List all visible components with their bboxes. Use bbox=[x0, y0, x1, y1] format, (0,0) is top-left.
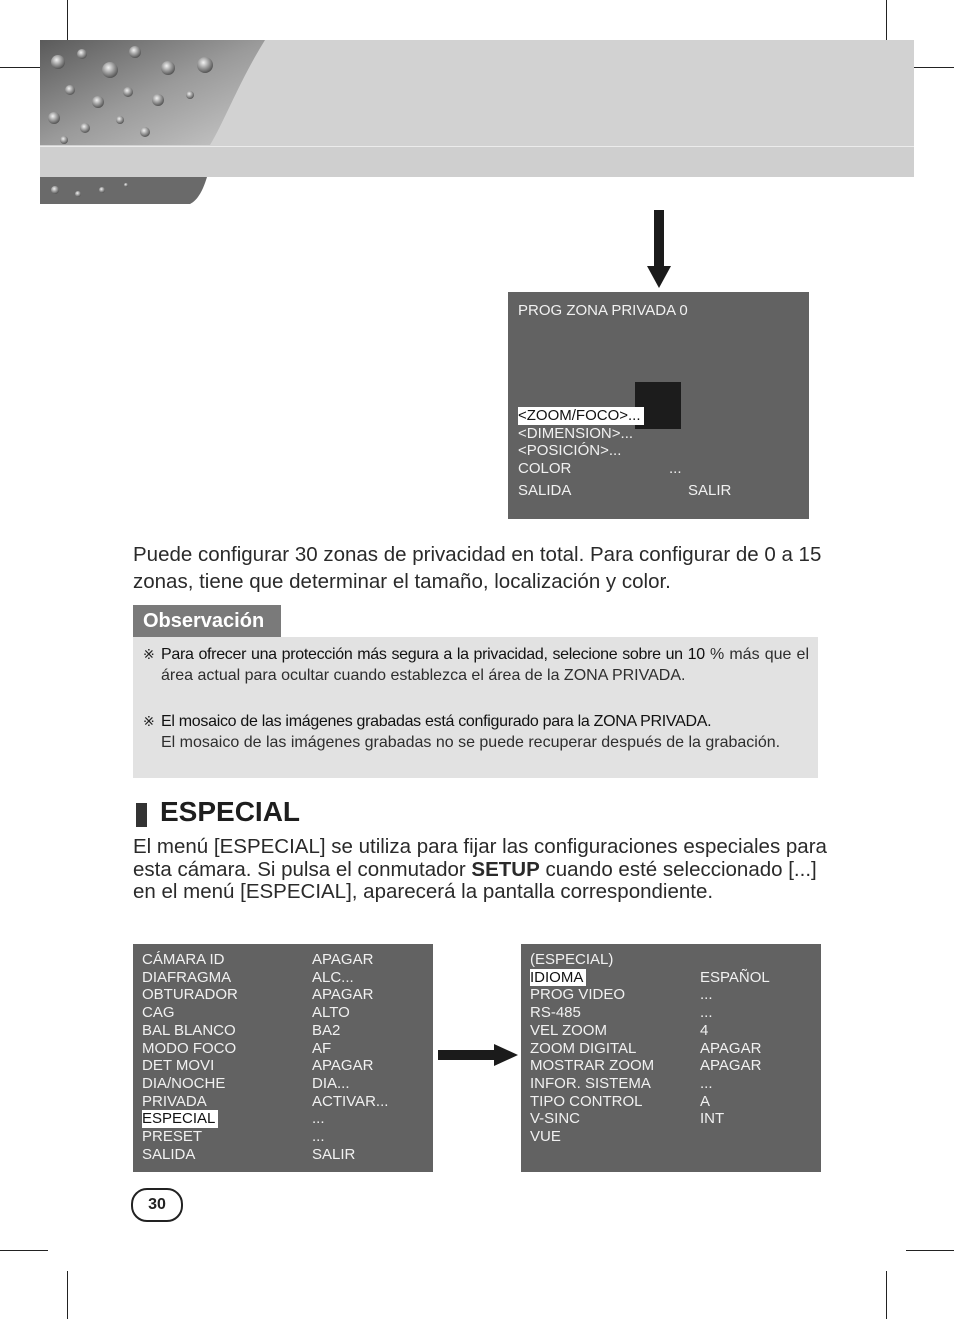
osd-item-value: APAGAR bbox=[312, 951, 374, 968]
osd-item-label: RS-485 bbox=[530, 1004, 581, 1022]
osd-item-label: CÁMARA ID bbox=[142, 951, 225, 968]
osd-item-value: A bbox=[700, 1092, 711, 1110]
osd-item-label: <ZOOM/FOCO>... bbox=[518, 407, 644, 425]
osd-item-value: DIA... bbox=[312, 1074, 350, 1092]
observacion-title: Observación bbox=[133, 605, 281, 637]
osd-item bbox=[142, 1128, 433, 1146]
observacion-box bbox=[133, 637, 818, 778]
osd-item bbox=[530, 1110, 821, 1128]
arrow-right-icon bbox=[438, 1044, 518, 1066]
osd-item-label: DIA/NOCHE bbox=[142, 1074, 226, 1092]
note-mark: ※ bbox=[143, 646, 155, 662]
osd-main-menu bbox=[133, 944, 433, 1172]
osd-item-value: AF bbox=[312, 1039, 332, 1057]
section-title: ESPECIAL bbox=[160, 796, 301, 827]
osd-special-menu bbox=[521, 944, 821, 1172]
osd-item bbox=[142, 951, 433, 969]
osd-item-value: SALIR bbox=[688, 482, 732, 499]
osd-item bbox=[518, 407, 809, 425]
osd-title: (ESPECIAL) bbox=[530, 951, 614, 968]
observacion-note bbox=[143, 711, 809, 753]
note-rest: El mosaico de las imágenes grabadas no se puede recuperar después de la grabación. bbox=[161, 734, 781, 751]
osd-item bbox=[142, 1093, 433, 1111]
osd-item bbox=[530, 1075, 821, 1093]
osd-item bbox=[142, 986, 433, 1004]
osd-item bbox=[142, 1075, 433, 1093]
osd-item-label: SALIDA bbox=[142, 1145, 196, 1163]
osd-item-label: OBTURADOR bbox=[142, 986, 238, 1004]
osd-item bbox=[530, 1128, 821, 1146]
osd-item-value: 4 bbox=[700, 1021, 709, 1039]
osd-item-value: ... bbox=[669, 460, 682, 477]
osd-item-label: CAG bbox=[142, 1004, 175, 1022]
osd-item-label: DET MOVI bbox=[142, 1057, 215, 1075]
section-body-text: El menú [ESPECIAL] se utiliza para fijar las configuraciones especiales para esta cámara. Si pulsa el conmutador bbox=[133, 835, 827, 881]
osd-item-label: VUE bbox=[530, 1128, 561, 1145]
osd-item bbox=[142, 1057, 433, 1075]
osd-item-label: VEL ZOOM bbox=[530, 1021, 607, 1039]
osd-item-label: MODO FOCO bbox=[142, 1039, 237, 1057]
section-body bbox=[133, 836, 833, 904]
osd-item-value: APAGAR bbox=[700, 1039, 762, 1057]
osd-item bbox=[530, 1040, 821, 1058]
osd-item bbox=[518, 460, 809, 478]
crop-mark bbox=[0, 1250, 48, 1251]
osd-item bbox=[530, 986, 821, 1004]
osd-item-label: PRESET bbox=[142, 1128, 203, 1145]
osd-item-label: ZOOM DIGITAL bbox=[530, 1039, 637, 1057]
osd-item-value: ALC... bbox=[312, 968, 354, 986]
osd-item bbox=[518, 425, 809, 443]
crop-mark bbox=[67, 1271, 68, 1319]
section-bar bbox=[136, 803, 147, 827]
osd-item-value: APAGAR bbox=[312, 1057, 374, 1075]
osd-item bbox=[530, 1057, 821, 1075]
osd-item-label: MOSTRAR ZOOM bbox=[530, 1057, 655, 1075]
water-drops-decoration bbox=[40, 40, 275, 204]
osd-item-value: ... bbox=[312, 1110, 325, 1128]
osd-item-value: BA2 bbox=[312, 1021, 341, 1039]
arrow-down-icon bbox=[647, 210, 671, 288]
osd-item-value: ACTIVAR... bbox=[312, 1092, 389, 1110]
osd-item-label: DIAFRAGMA bbox=[142, 968, 232, 986]
osd-item-label: <DIMENSION>... bbox=[518, 425, 634, 442]
osd-item-value: ... bbox=[700, 986, 713, 1004]
osd-item bbox=[142, 969, 433, 987]
setup-keyword: SETUP bbox=[471, 857, 540, 881]
osd-item-label: <POSICIÓN>... bbox=[518, 442, 622, 459]
osd-item-value: ... bbox=[700, 1004, 713, 1022]
osd-item bbox=[142, 1110, 433, 1128]
osd-item bbox=[530, 969, 821, 987]
osd-item-label: TIPO CONTROL bbox=[530, 1092, 643, 1110]
osd-item-label: V-SINC bbox=[530, 1110, 581, 1128]
osd-item-value: ESPAÑOL bbox=[700, 968, 770, 986]
osd-item-label: IDIOMA bbox=[530, 969, 586, 987]
note-lead: El mosaico de las imágenes grabadas está configurado para la ZONA PRIVADA. bbox=[161, 713, 712, 730]
osd-item bbox=[142, 1146, 433, 1164]
osd-item-value: ... bbox=[700, 1074, 713, 1092]
osd-item-label: ESPECIAL bbox=[142, 1110, 218, 1128]
osd-item-label: BAL BLANCO bbox=[142, 1021, 236, 1039]
osd-item-value: APAGAR bbox=[312, 986, 374, 1004]
osd-title: PROG ZONA PRIVADA 0 bbox=[518, 302, 688, 319]
osd-item bbox=[142, 1040, 433, 1058]
crop-mark bbox=[886, 1271, 887, 1319]
osd-item bbox=[518, 482, 809, 500]
osd-item-value: ... bbox=[312, 1128, 325, 1145]
osd-privacy-zone bbox=[508, 292, 809, 519]
osd-item-value: SALIR bbox=[312, 1145, 356, 1163]
osd-item-value: APAGAR bbox=[700, 1057, 762, 1075]
osd-item-label: INFOR. SISTEMA bbox=[530, 1074, 651, 1092]
note-rest: % más que el área actual para ocultar cuando establezca el área de la ZONA PRIVADA. bbox=[161, 646, 810, 684]
osd-item-label: COLOR bbox=[518, 460, 572, 477]
osd-item bbox=[530, 1004, 821, 1022]
osd-item bbox=[518, 442, 809, 460]
osd-item-label: PRIVADA bbox=[142, 1092, 207, 1110]
page-number: 30 bbox=[131, 1188, 183, 1222]
osd-item bbox=[142, 1022, 433, 1040]
intro-paragraph: Puede configurar 30 zonas de privacidad en total. Para configurar de 0 a 15 zonas, tiene que determinar el tamaño, localización y color. bbox=[133, 543, 822, 593]
osd-item-label: SALIDA bbox=[518, 482, 572, 499]
osd-item bbox=[142, 1004, 433, 1022]
note-lead: Para ofrecer una protección más segura a la privacidad, selecione sobre un 10 bbox=[161, 646, 705, 663]
section-body-text: cuando esté seleccionado [...] en el menú [ESPECIAL], aparecerá la pantalla correspondiente. bbox=[133, 857, 817, 903]
osd-item-value: INT bbox=[700, 1110, 725, 1128]
osd-item bbox=[530, 1093, 821, 1111]
osd-item bbox=[530, 1022, 821, 1040]
osd-item-label: PROG VIDEO bbox=[530, 986, 626, 1004]
note-mark: ※ bbox=[143, 713, 155, 729]
crop-mark bbox=[906, 1250, 954, 1251]
osd-item-value: ALTO bbox=[312, 1004, 350, 1022]
observacion-note bbox=[143, 644, 809, 686]
